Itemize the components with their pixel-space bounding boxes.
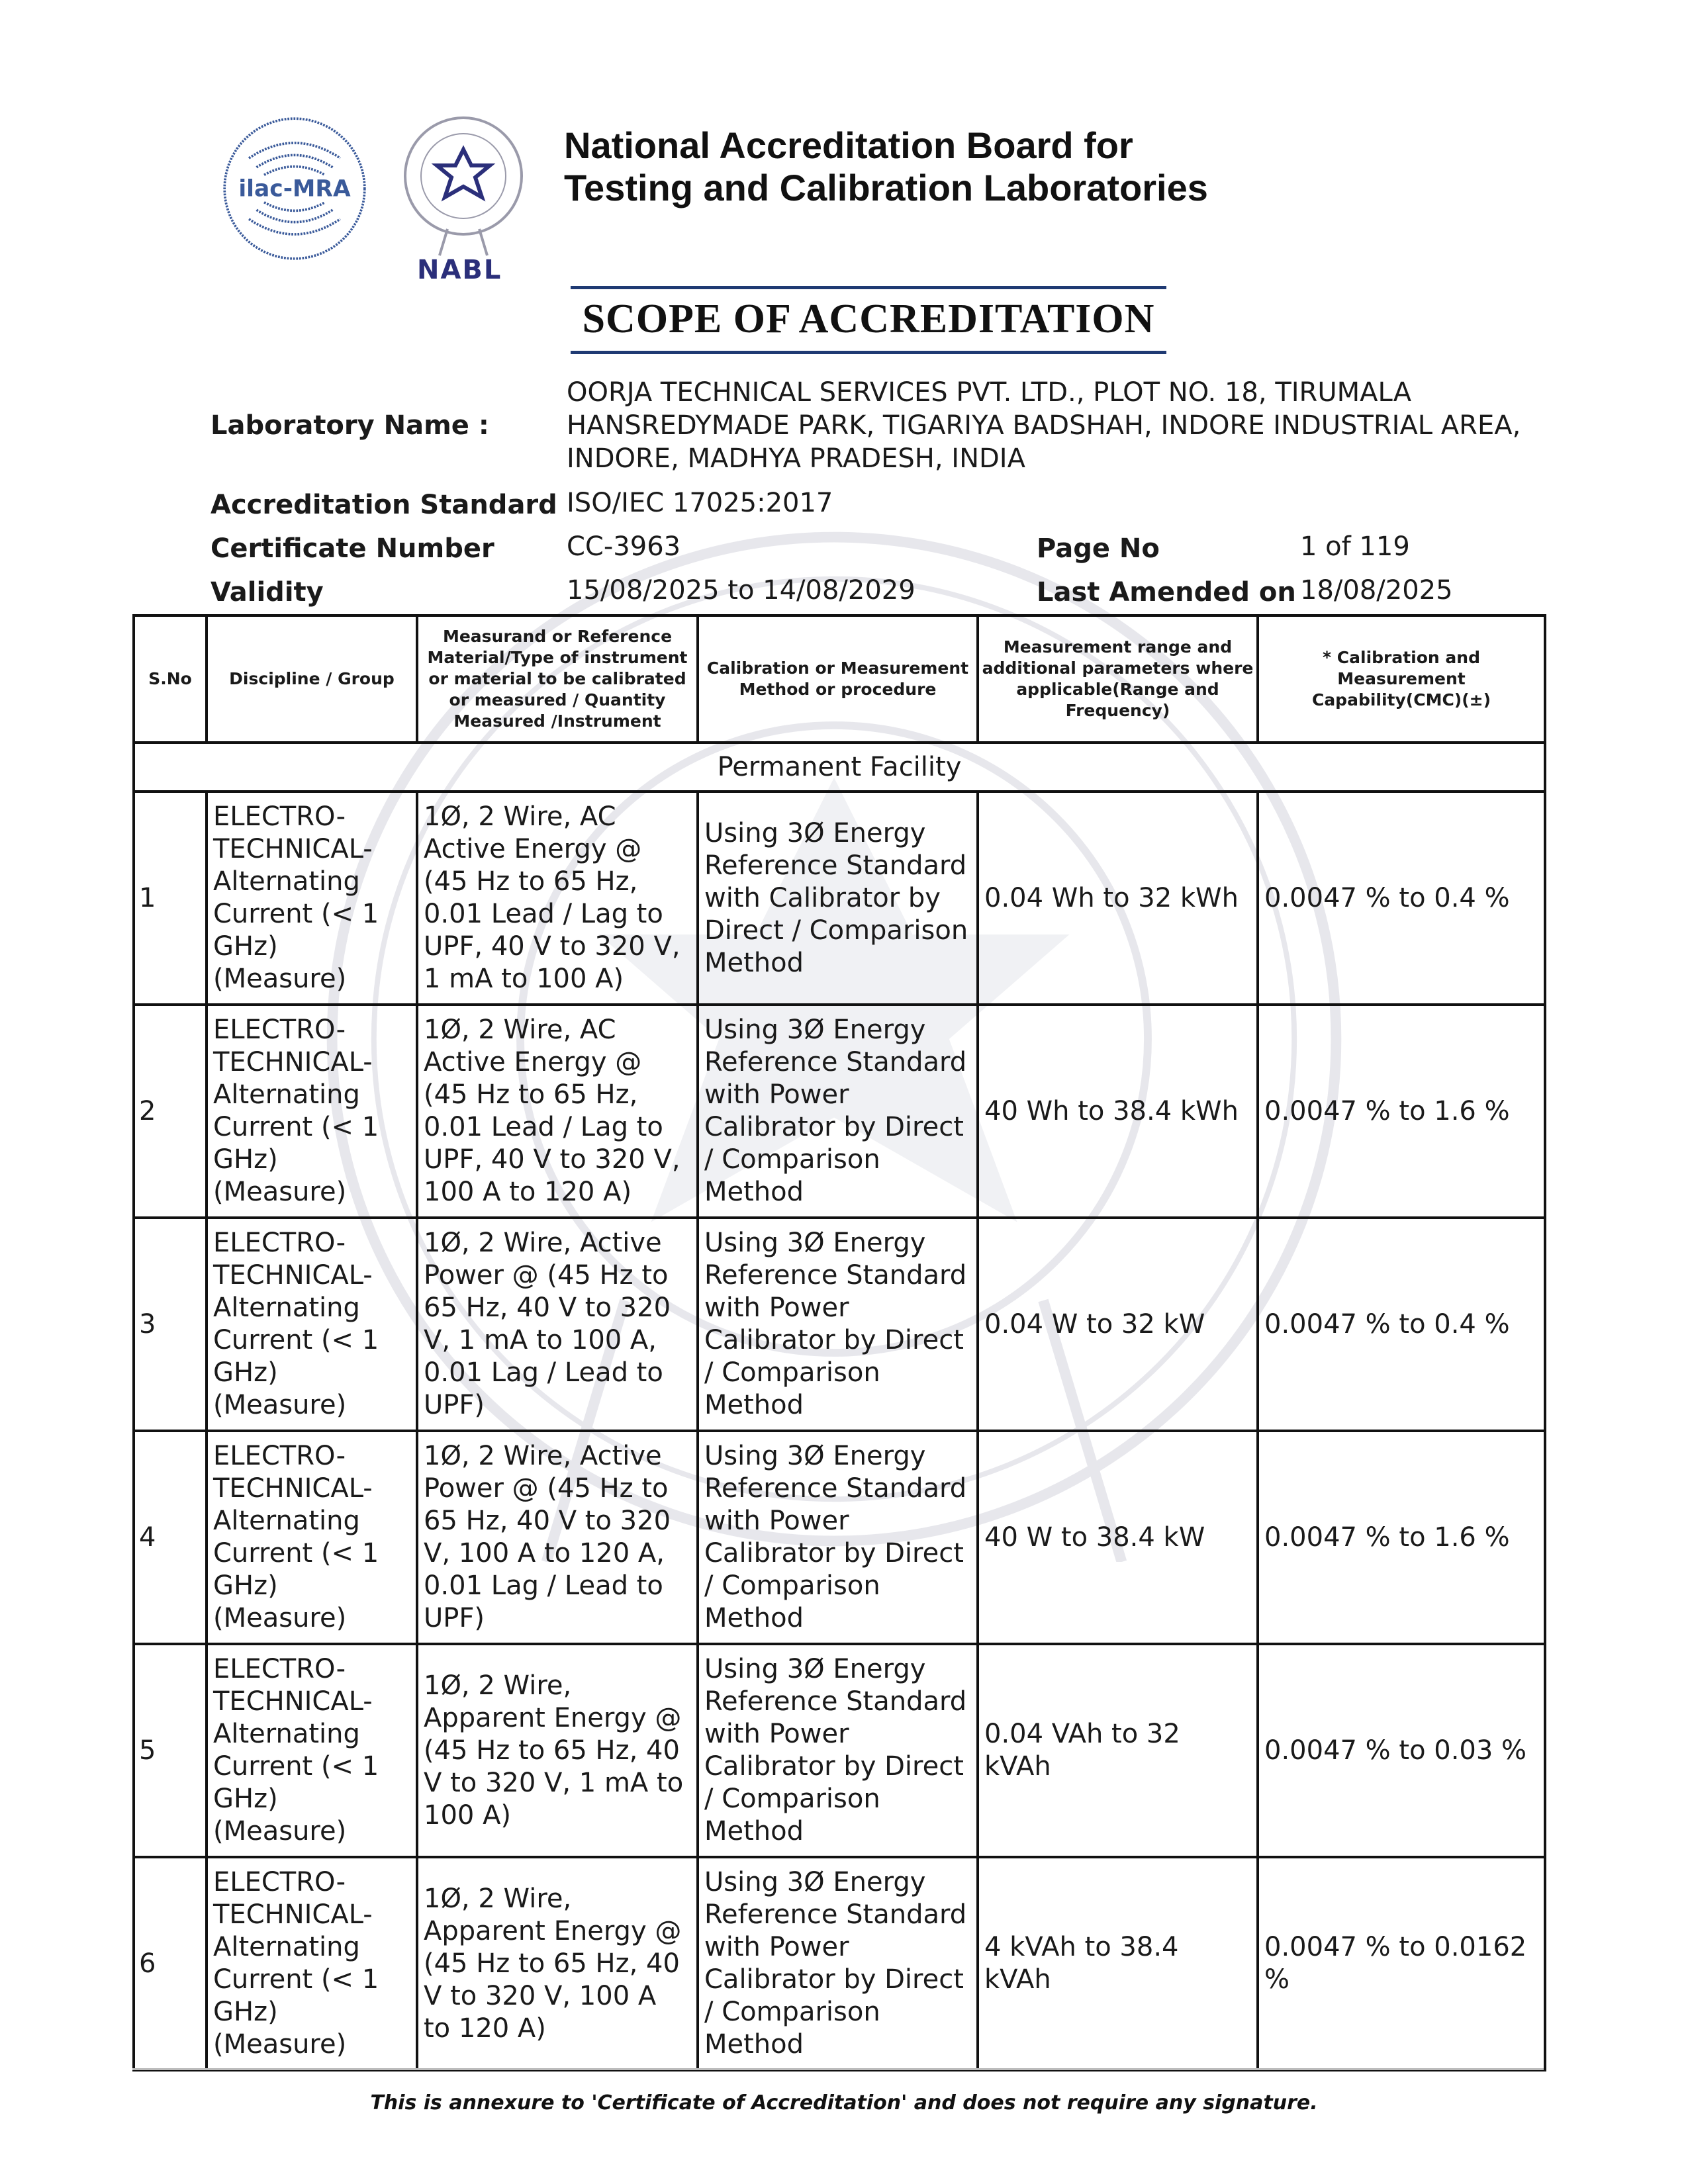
last-amended: 18/08/2025 xyxy=(1300,575,1453,606)
certificate-number-label: Certificate Number xyxy=(211,533,494,564)
nabl-label: NABL xyxy=(417,255,502,285)
page-no-label: Page No xyxy=(1037,533,1160,564)
cell-range: 40 W to 38.4 kW xyxy=(978,1431,1258,1644)
column-header-sno: S.No xyxy=(134,615,207,743)
laboratory-name xyxy=(567,376,1521,475)
accreditation-standard-label: Accreditation Standard xyxy=(211,490,557,520)
laboratory-name-line: HANSREDYMADE PARK, TIGARIYA BADSHAH, INDORE INDUSTRIAL AREA, xyxy=(567,410,1521,441)
cell-cmc: 0.0047 % to 0.4 % xyxy=(1258,1218,1545,1431)
board-title-line1: National Accreditation Board for xyxy=(564,124,1133,166)
table-header-row xyxy=(134,615,1545,743)
cell-discipline: ELECTRO-TECHNICAL-Alternating Current (< 1 GHz) (Measure) xyxy=(207,792,417,1005)
ilac-mra-logo xyxy=(218,113,371,265)
table-row xyxy=(134,1005,1545,1218)
cell-discipline: ELECTRO-TECHNICAL-Alternating Current (< 1 GHz) (Measure) xyxy=(207,1857,417,2070)
scope-heading xyxy=(571,286,1166,354)
cell-sno: 2 xyxy=(134,1005,207,1218)
cell-method: Using 3Ø Energy Reference Standard with Power Calibrator by Direct / Comparison Method xyxy=(698,1218,978,1431)
cell-range: 4 kVAh to 38.4 kVAh xyxy=(978,1857,1258,2070)
cell-measurand: 1Ø, 2 Wire, Apparent Energy @ (45 Hz to 65 Hz, 40 V to 320 V, 100 A to 120 A) xyxy=(417,1857,698,2070)
section-label: Permanent Facility xyxy=(134,743,1545,792)
table-row xyxy=(134,1431,1545,1644)
scope-title: SCOPE OF ACCREDITATION xyxy=(582,296,1155,341)
cell-range: 0.04 W to 32 kW xyxy=(978,1218,1258,1431)
cell-sno: 3 xyxy=(134,1218,207,1431)
cell-sno: 4 xyxy=(134,1431,207,1644)
table-row xyxy=(134,792,1545,1005)
board-title-line2: Testing and Calibration Laboratories xyxy=(564,167,1208,208)
laboratory-name-line: OORJA TECHNICAL SERVICES PVT. LTD., PLOT NO. 18, TIRUMALA xyxy=(567,377,1412,408)
cell-measurand: 1Ø, 2 Wire, Active Power @ (45 Hz to 65 Hz, 40 V to 320 V, 1 mA to 100 A, 0.01 Lag / Lead to UPF) xyxy=(417,1218,698,1431)
cell-method: Using 3Ø Energy Reference Standard with Calibrator by Direct / Comparison Method xyxy=(698,792,978,1005)
cell-method: Using 3Ø Energy Reference Standard with Power Calibrator by Direct / Comparison Method xyxy=(698,1644,978,1857)
cell-sno: 6 xyxy=(134,1857,207,2070)
cell-range: 0.04 Wh to 32 kWh xyxy=(978,792,1258,1005)
cell-cmc: 0.0047 % to 0.4 % xyxy=(1258,792,1545,1005)
page-no: 1 of 119 xyxy=(1300,531,1410,562)
cell-range: 0.04 VAh to 32 kVAh xyxy=(978,1644,1258,1857)
validity-label: Validity xyxy=(211,577,324,608)
validity: 15/08/2025 to 14/08/2029 xyxy=(567,575,915,606)
cell-sno: 1 xyxy=(134,792,207,1005)
accreditation-standard: ISO/IEC 17025:2017 xyxy=(567,488,833,518)
table-row xyxy=(134,1857,1545,2070)
table-row xyxy=(134,1644,1545,1857)
footer-note: This is annexure to 'Certificate of Accreditation' and does not require any signature. xyxy=(370,2091,1318,2115)
cell-measurand: 1Ø, 2 Wire, Active Power @ (45 Hz to 65 Hz, 40 V to 320 V, 100 A to 120 A, 0.01 Lag / Lead to UPF) xyxy=(417,1431,698,1644)
cell-discipline: ELECTRO-TECHNICAL-Alternating Current (< 1 GHz) (Measure) xyxy=(207,1005,417,1218)
last-amended-label: Last Amended on xyxy=(1037,577,1296,608)
certificate-number: CC-3963 xyxy=(567,531,681,562)
cell-cmc: 0.0047 % to 1.6 % xyxy=(1258,1431,1545,1644)
cell-cmc: 0.0047 % to 1.6 % xyxy=(1258,1005,1545,1218)
section-row-permanent-facility xyxy=(134,743,1545,792)
scope-table xyxy=(132,614,1546,2071)
table-row xyxy=(134,1218,1545,1431)
cell-measurand: 1Ø, 2 Wire, Apparent Energy @ (45 Hz to 65 Hz, 40 V to 320 V, 1 mA to 100 A) xyxy=(417,1644,698,1857)
column-header-cmc: * Calibration and Measurement Capability(CMC)(±) xyxy=(1258,615,1545,743)
column-header-measurand: Measurand or Reference Material/Type of instrument or material to be calibrated or measured / Quantity Measured /Instrument xyxy=(417,615,698,743)
cell-cmc: 0.0047 % to 0.0162 % xyxy=(1258,1857,1545,2070)
column-header-range: Measurement range and additional parameters where applicable(Range and Frequency) xyxy=(978,615,1258,743)
laboratory-name-line: INDORE, MADHYA PRADESH, INDIA xyxy=(567,443,1025,474)
cell-method: Using 3Ø Energy Reference Standard with Power Calibrator by Direct / Comparison Method xyxy=(698,1857,978,2070)
column-header-discipline: Discipline / Group xyxy=(207,615,417,743)
cell-sno: 5 xyxy=(134,1644,207,1857)
cell-method: Using 3Ø Energy Reference Standard with Power Calibrator by Direct / Comparison Method xyxy=(698,1431,978,1644)
cell-discipline: ELECTRO-TECHNICAL-Alternating Current (< 1 GHz) (Measure) xyxy=(207,1431,417,1644)
cell-measurand: 1Ø, 2 Wire, AC Active Energy @ (45 Hz to 65 Hz, 0.01 Lead / Lag to UPF, 40 V to 320 V, 100 A to 120 A) xyxy=(417,1005,698,1218)
cell-range: 40 Wh to 38.4 kWh xyxy=(978,1005,1258,1218)
cell-method: Using 3Ø Energy Reference Standard with Power Calibrator by Direct / Comparison Method xyxy=(698,1005,978,1218)
cell-discipline: ELECTRO-TECHNICAL-Alternating Current (< 1 GHz) (Measure) xyxy=(207,1218,417,1431)
cell-measurand: 1Ø, 2 Wire, AC Active Energy @ (45 Hz to 65 Hz, 0.01 Lead / Lag to UPF, 40 V to 320 V, 1 mA to 100 A) xyxy=(417,792,698,1005)
scope-rule-bottom xyxy=(571,351,1166,354)
board-title xyxy=(564,124,1208,209)
laboratory-name-label: Laboratory Name : xyxy=(211,410,489,441)
footer-divider xyxy=(132,2068,1544,2070)
cell-cmc: 0.0047 % to 0.03 % xyxy=(1258,1644,1545,1857)
ilac-label: ilac-MRA xyxy=(238,175,351,203)
column-header-method: Calibration or Measurement Method or procedure xyxy=(698,615,978,743)
cell-discipline: ELECTRO-TECHNICAL-Alternating Current (< 1 GHz) (Measure) xyxy=(207,1644,417,1857)
